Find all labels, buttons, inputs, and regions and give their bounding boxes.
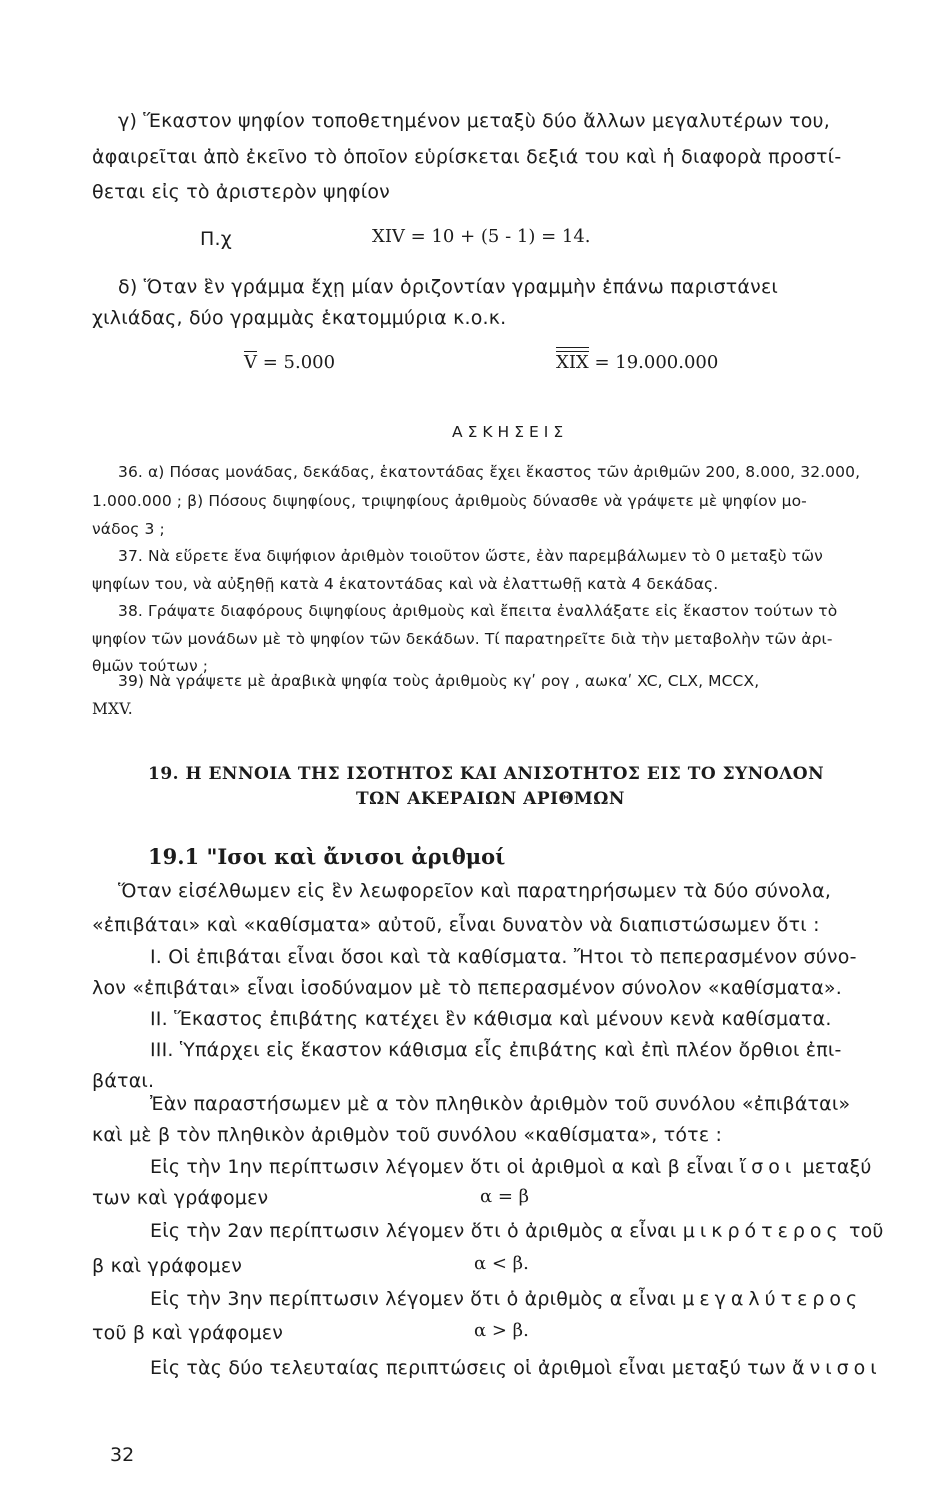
equal-case-line-1: Εἰς τὴν 1ην περίπτωσιν λέγομεν ὅτι οἱ ἀριθμοὶ α καὶ β εἶναι ἴσοι μεταξύ bbox=[150, 1156, 872, 1178]
exercise-38-line-3: θμῶν τούτων ; bbox=[92, 657, 209, 675]
body-paragraph-2-line-2: καὶ μὲ β τὸν πληθικὸν ἀριθμὸν τοῦ συνόλου «καθίσματα», τότε : bbox=[92, 1124, 723, 1146]
exercise-36-line-1: 36. α) Πόσας μονάδας, δεκάδας, ἑκατοντάδας ἔχει ἕκαστος τῶν ἀριθμῶν 200, 8.000, 32.000, bbox=[118, 463, 861, 481]
rule-c-line-3: θεται εἰς τὸ ἀριστερὸν ψηφίον bbox=[92, 181, 390, 203]
example-thousands: $\overline{V} = 5.000$ bbox=[244, 352, 336, 373]
rule-c-line-1: γ) Ἕκαστον ψηφίον τοποθετημένον μεταξὺ δύο ἄλλων μεγαλυτέρων του, bbox=[118, 110, 830, 132]
overlined-numeral-v: $\overline{V}$ bbox=[244, 352, 257, 373]
example-millions: XIX = 19.000.000 bbox=[556, 352, 718, 373]
exercise-39-line-1: 39) Νὰ γράψετε μὲ ἀραβικὰ ψηφία τοὺς ἀριθμοὺς κγʹ ρογ , αωκαʹ XC, CLX, MCCX, bbox=[118, 672, 760, 690]
case-iii-line-1: ΙΙΙ. Ὑπάρχει εἰς ἕκαστον κάθισμα εἷς ἐπιβάτης καὶ ἐπὶ πλέον ὄρθιοι ἐπι- bbox=[150, 1039, 842, 1061]
example-formula-xiv: XIV = 10 + (5 - 1) = 14. bbox=[372, 226, 591, 247]
example-label: Π.χ bbox=[200, 228, 232, 250]
exercises-title: ΑΣΚΗΣΕΙΣ bbox=[452, 423, 569, 441]
greater-case-line-1: Εἰς τὴν 3ην περίπτωσιν λέγομεν ὅτι ὁ ἀριθμὸς α εἶναι μεγαλύτερος bbox=[150, 1288, 863, 1310]
greater-case-line-2: τοῦ β καὶ γράφομεν bbox=[92, 1322, 284, 1344]
less-case-line-1: Εἰς τὴν 2αν περίπτωσιν λέγομεν ὅτι ὁ ἀριθμὸς α εἶναι μικρότερος τοῦ bbox=[150, 1220, 884, 1242]
subsection-heading: 19.1 "Ισοι καὶ ἄνισοι ἀριθμοί bbox=[148, 844, 506, 869]
body-paragraph-1-line-2: «ἐπιβάται» καὶ «καθίσματα» αὐτοῦ, εἶναι δυνατὸν νὰ διαπιστώσωμεν ὅτι : bbox=[92, 914, 820, 936]
section-heading-line-1: 19. Η ΕΝΝΟΙΑ ΤΗΣ ΙΣΟΤΗΤΟΣ ΚΑΙ ΑΝΙΣΟΤΗΤΟΣ ΕΙΣ ΤΟ ΣΥΝΟΛΟΝ bbox=[148, 764, 825, 784]
closing-line: Εἰς τὰς δύο τελευταίας περιπτώσεις οἱ ἀριθμοὶ εἶναι μεταξύ των ἄνισοι bbox=[150, 1357, 882, 1379]
case-iii-line-2: βάται. bbox=[92, 1070, 155, 1092]
word-smaller: μικρότερος bbox=[682, 1220, 843, 1242]
exercise-39-line-2: MXV. bbox=[92, 700, 133, 718]
rule-c-line-2: ἀφαιρεῖται ἀπὸ ἐκεῖνο τὸ ὁποῖον εὑρίσκεται δεξιά του καὶ ἡ διαφορὰ προστί- bbox=[92, 146, 842, 168]
rule-d-line-1: δ) Ὅταν ἓν γράμμα ἔχῃ μίαν ὁριζοντίαν γραμμὴν ἐπάνω παριστάνει bbox=[118, 276, 779, 298]
page-number: 32 bbox=[110, 1444, 135, 1466]
case-ii-line: ΙΙ. Ἕκαστος ἐπιβάτης κατέχει ἓν κάθισμα καὶ μένουν κενὰ καθίσματα. bbox=[150, 1008, 832, 1030]
formula-less: α < β. bbox=[474, 1253, 529, 1274]
section-heading-line-2: ΤΩΝ ΑΚΕΡΑΙΩΝ ΑΡΙΘΜΩΝ bbox=[356, 789, 625, 809]
body-paragraph-1-line-1: Ὅταν εἰσέλθωμεν εἰς ἓν λεωφορεῖον καὶ παρατηρήσωμεν τὰ δύο σύνολα, bbox=[118, 880, 832, 902]
exercise-38-line-1: 38. Γράψατε διαφόρους διψηφίους ἀριθμοὺς καὶ ἔπειτα ἐναλλάξατε εἰς ἕκαστον τούτων τὸ bbox=[118, 602, 838, 620]
case-i-line-2: λον «ἐπιβάται» εἶναι ἰσοδύναμον μὲ τὸ πεπερασμένον σύνολον «καθίσματα». bbox=[92, 977, 842, 999]
formula-greater: α > β. bbox=[474, 1320, 529, 1341]
exercise-36-line-2: 1.000.000 ; β) Πόσους διψηφίους, τριψηφίους ἀριθμοὺς δύνασθε νὰ γράψετε μὲ ψηφίον μο- bbox=[92, 492, 807, 510]
word-equal: ἴσοι bbox=[739, 1156, 797, 1178]
body-paragraph-2-line-1: Ἐὰν παραστήσωμεν μὲ α τὸν πληθικὸν ἀριθμὸν τοῦ συνόλου «ἐπιβάται» bbox=[150, 1093, 851, 1115]
rule-d-line-2: χιλιάδας, δύο γραμμὰς ἑκατομμύρια κ.ο.κ. bbox=[92, 307, 507, 329]
double-overlined-numeral-xix: XIX bbox=[556, 352, 589, 373]
word-greater: μεγαλύτερος bbox=[682, 1288, 863, 1310]
exercise-38-line-2: ψηφίον τῶν μονάδων μὲ τὸ ψηφίον τῶν δεκάδων. Τί παρατηρεῖτε διὰ τὴν μεταβολὴν τῶν ἀρι- bbox=[92, 630, 833, 648]
equal-case-line-2: των καὶ γράφομεν bbox=[92, 1187, 269, 1209]
word-unequal: ἄνισοι bbox=[792, 1357, 882, 1379]
exercise-36-line-3: νάδος 3 ; bbox=[92, 520, 165, 538]
formula-equal: α = β bbox=[480, 1186, 530, 1207]
exercise-37-line-2: ψηφίων του, νὰ αὐξηθῇ κατὰ 4 ἑκατοντάδας καὶ νὰ ἐλαττωθῇ κατὰ 4 δεκάδας. bbox=[92, 575, 719, 593]
case-i-line-1: Ι. Οἱ ἐπιβάται εἶναι ὅσοι καὶ τὰ καθίσματα. Ἤτοι τὸ πεπερασμένον σύνο- bbox=[150, 946, 857, 968]
exercise-37-line-1: 37. Νὰ εὕρετε ἕνα διψήφιον ἀριθμὸν τοιοῦτον ὥστε, ἐὰν παρεμβάλωμεν τὸ 0 μεταξὺ τῶν bbox=[118, 547, 823, 565]
less-case-line-2: β καὶ γράφομεν bbox=[92, 1255, 243, 1277]
